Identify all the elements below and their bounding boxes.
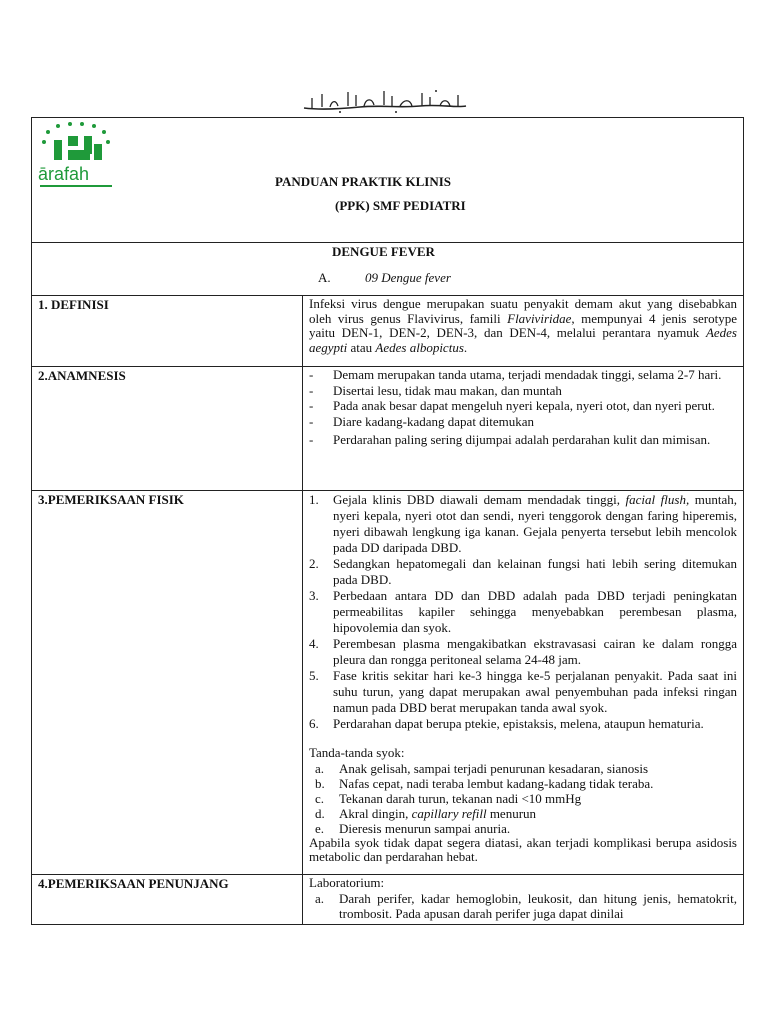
ppk-document-table — [31, 117, 744, 925]
list-item: b. Nafas cepat, nadi teraba lembut kadang-kadang tidak teraba. — [315, 775, 654, 791]
list-item: - Pada anak besar dapat mengeluh nyeri kepala, nyeri otot, dan nyeri perut. — [309, 399, 737, 414]
lab-title: Laboratorium: — [309, 875, 385, 890]
list-item: - Disertai lesu, tidak mau makan, dan muntah — [309, 384, 737, 399]
document-header — [32, 118, 744, 243]
document-title-line2: (PPK) SMF PEDIATRI — [335, 198, 466, 213]
list-item: d. Akral dingin, capillary refill menurun — [315, 805, 537, 821]
section-content-anamnesis — [303, 367, 744, 491]
section-content-penunjang — [303, 875, 744, 925]
list-item: 4. Perembesan plasma mengakibatkan ekstravasasi cairan ke dalam rongga pleura dan rongga peritoneal selama 24-48 jam. — [309, 636, 737, 667]
shock-closing-text: Apabila syok tidak dapat segera diatasi, akan terjadi komplikasi berupa asidosis metabolic dan perdarahan hebat. — [309, 834, 737, 864]
anamnesis-list — [309, 368, 737, 448]
section-content-fisik — [303, 491, 744, 875]
shock-signs-title: Tanda-tanda syok: — [309, 745, 405, 760]
section-label-definisi: 1. DEFINISI — [32, 296, 303, 367]
logo-wordmark: ārafah — [38, 164, 90, 184]
list-item: - Perdarahan paling sering dijumpai adalah perdarahan kulit dan mimisan. — [309, 433, 737, 448]
topic-header — [32, 243, 744, 296]
section-label-fisik: 3.PEMERIKSAAN FISIK — [32, 491, 303, 875]
list-item: 5. Fase kritis sekitar hari ke-3 hingga ke-5 perjalanan penyakit. Pada saat ini suhu turun, yang dapat merupakan awal penyembuhan pada infeksi ringan namun pada DBD berat merupakan tanda awal syok. — [309, 668, 737, 715]
lab-list — [309, 891, 737, 921]
topic-title: DENGUE FEVER — [332, 244, 435, 259]
topic-code — [318, 270, 451, 286]
list-item: c. Tekanan darah turun, tekanan nadi <10 mmHg — [315, 790, 582, 806]
list-item: e. Dieresis menurun sampai anuria. — [315, 820, 511, 836]
section-content-definisi — [303, 296, 744, 367]
list-item: 6. Perdarahan dapat berupa ptekie, epistaksis, melena, ataupun hematuria. — [309, 716, 704, 731]
list-item: - Demam merupakan tanda utama, terjadi mendadak tinggi, selama 2-7 hari. — [309, 368, 737, 383]
document-title-line1: PANDUAN PRAKTIK KLINIS — [275, 174, 451, 189]
list-item: 3. Perbedaan antara DD dan DBD adalah pada DBD terjadi peningkatan permeabilitas kapiler sehingga menyebabkan perembesan plasma, hipovolemia dan syok. — [309, 588, 737, 635]
list-item: a. Darah perifer, kadar hemoglobin, leukosit, dan hitung jenis, hematokrit, trombosit. Pada apusan darah perifer juga dapat dinilai — [315, 890, 737, 921]
list-item: - Diare kadang-kadang dapat ditemukan — [309, 415, 737, 430]
definisi-text: Infeksi virus dengue merupakan suatu penyakit demam akut yang disebabkan oleh virus genus Flavivirus, famili Flaviviridae, mempunyai 4 jenis serotype yaitu DEN-1, DEN-2, DEN-3, dan DEN-4, melalui perantara nyamuk Aedes aegypti atau Aedes albopictus. — [309, 296, 738, 355]
list-item: 2. Sedangkan hepatomegali dan kelainan fungsi hati lebih sering ditemukan pada DBD. — [309, 556, 737, 587]
fisik-list — [309, 492, 737, 732]
list-item: a. Anak gelisah, sampai terjadi penurunan kesadaran, sianosis — [315, 760, 649, 776]
section-label-anamnesis: 2.ANAMNESIS — [32, 367, 303, 491]
section-label-penunjang: 4.PEMERIKSAAN PENUNJANG — [32, 875, 303, 925]
topic-code-text: 09 Dengue fever — [365, 270, 451, 285]
topic-code-letter: A. — [318, 270, 331, 285]
shock-signs-list — [309, 761, 737, 836]
basmala-calligraphy — [300, 86, 470, 114]
list-item: 1. Gejala klinis DBD diawali demam mendadak tinggi, facial flush, muntah, nyeri kepala, nyeri otot dan sendi, nyeri tenggorok dengan faring hiperemis, nyeri dibawah lengkung iga kanan. Gejala penyerta tersebut lebih mencolok pada DD daripada DBD. — [309, 492, 737, 555]
